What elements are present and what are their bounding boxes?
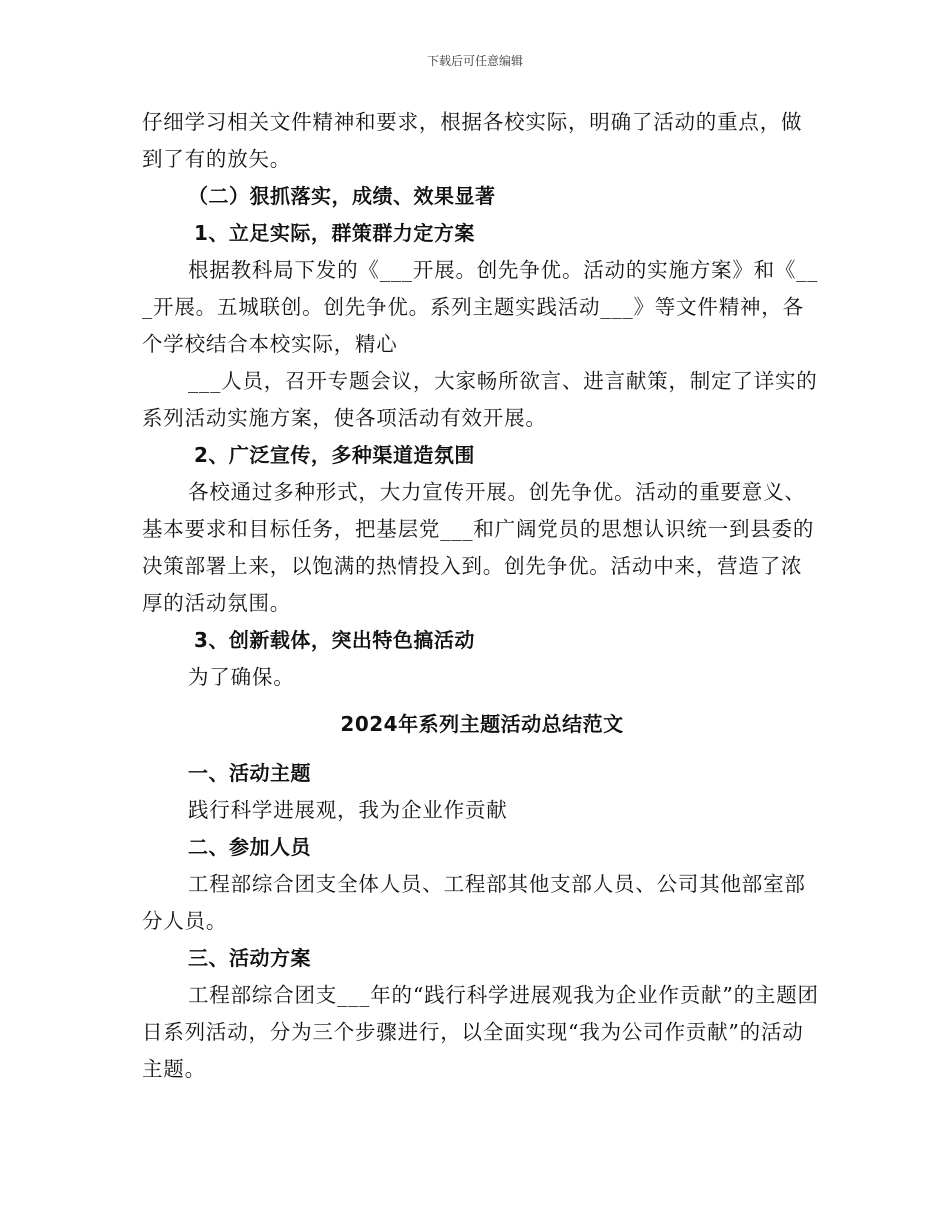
- subsection-heading: 3、创新载体，突出特色搞活动: [194, 628, 475, 652]
- paragraph: 践行科学进展观，我为企业作贡献: [188, 798, 508, 822]
- paragraph: 工程部综合团支___年的“践行科学进展观我为企业作贡献”的主题团日系列活动，分为三个步骤进行，以全面实现“我为公司作贡献”的活动主题。: [142, 983, 819, 1081]
- page-header: 下载后可任意编辑: [426, 54, 523, 68]
- document-body: [142, 104, 822, 1088]
- section-heading: 二、参加人员: [188, 835, 311, 859]
- section-heading: 三、活动方案: [188, 946, 311, 970]
- subsection-heading: 2、广泛宣传，多种渠道造氛围: [194, 443, 475, 467]
- subsection-heading: 1、立足实际，群策群力定方案: [194, 221, 475, 245]
- paragraph: 为了确保。: [188, 665, 295, 689]
- paragraph: 工程部综合团支全体人员、工程部其他支部人员、公司其他部室部分人员。: [142, 872, 806, 933]
- paragraph: 各校通过多种形式，大力宣传开展。创先争优。活动的重要意义、基本要求和目标任务，把基层党___和广阔党员的思想认识统一到县委的决策部署上来，以饱满的热情投入到。创先争优。活动中来，营造了浓厚的活动氛围。: [142, 480, 815, 615]
- paragraph: 仔细学习相关文件精神和要求，根据各校实际，明确了活动的重点，做到了有的放矢。: [142, 110, 803, 171]
- paragraph: ___人员，召开专题会议，大家畅所欲言、进言献策，制定了详实的系列活动实施方案，使各项活动有效开展。: [142, 369, 818, 430]
- section-heading: 一、活动主题: [188, 761, 311, 785]
- section-heading: （二）狠抓落实，成绩、效果显著: [188, 184, 496, 208]
- paragraph: 根据教科局下发的《___开展。创先争优。活动的实施方案》和《___开展。五城联创。创先争优。系列主题实践活动___》等文件精神，各个学校结合本校实际，精心: [142, 258, 819, 356]
- document-title: 2024年系列主题活动总结范文: [340, 712, 624, 736]
